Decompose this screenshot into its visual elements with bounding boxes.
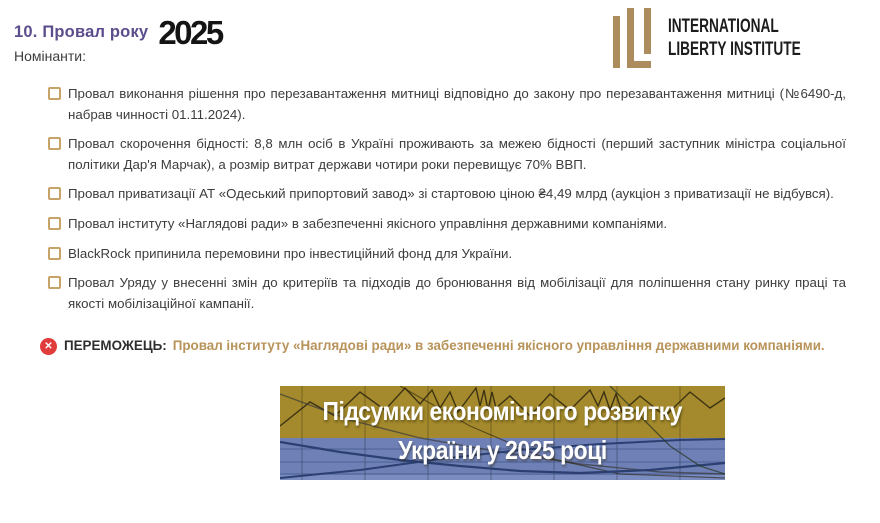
org-name-line1: INTERNATIONAL — [667, 16, 779, 37]
list-item — [48, 134, 846, 175]
x-circle-icon: ✕ — [40, 338, 57, 355]
page-title: 10. Провал року — [14, 23, 149, 41]
title-row — [14, 13, 222, 52]
list-item — [48, 244, 846, 265]
org-logo — [612, 8, 852, 68]
list-item — [48, 273, 846, 314]
nominee-list — [48, 84, 846, 323]
nominee-text: Провал приватизації АТ «Одеський припортовий завод» зі стартовою ціною ₴4,49 млрд (аукціон з приватизації не відбувся). — [68, 186, 834, 202]
ili-logo-icon — [612, 8, 658, 68]
year-badge: 2025 — [158, 13, 222, 52]
winner-label: ПЕРЕМОЖЕЦЬ: — [64, 338, 167, 353]
checkbox-icon[interactable] — [48, 276, 61, 289]
nominees-label: Номінанти: — [14, 48, 87, 64]
nominee-text: Провал Уряду у внесенні змін до критеріїв та підходів до бронювання від мобілізації для поліпшення стану ринку праці та якості мобілізаційної кампанії. — [68, 275, 846, 311]
winner-row — [40, 336, 846, 357]
list-item — [48, 84, 846, 125]
checkbox-icon[interactable] — [48, 217, 61, 230]
nominee-text: BlackRock припинила перемовини про інвестиційний фонд для України. — [68, 245, 513, 261]
banner-title-line2: України у 2025 році — [398, 435, 607, 465]
summary-banner — [280, 386, 725, 480]
winner-paragraph — [64, 336, 825, 357]
winner-text: Провал інституту «Наглядові ради» в забезпеченні якісного управління державними компаніями. — [172, 338, 825, 353]
nominee-text: Провал виконання рішення про перезавантаження митниці відповідно до закону про перезавантаження митниці (№6490-д, набрав чинності 01.11.2024). — [68, 86, 846, 122]
checkbox-icon[interactable] — [48, 137, 61, 150]
nominee-text: Провал інституту «Наглядові ради» в забезпеченні якісного управління державними компаніями. — [68, 216, 668, 232]
checkbox-icon[interactable] — [48, 87, 61, 100]
checkbox-icon[interactable] — [48, 187, 61, 200]
org-name-line2: LIBERTY INSTITUTE — [667, 39, 801, 61]
list-item — [48, 214, 846, 235]
nominee-text: Провал скорочення бідності: 8,8 млн осіб в Україні проживають за межею бідності (перший заступник міністра соціальної політики Дар'я Марчак), а розмір витрат держави чотири роки перевищує 70% ВВП. — [68, 136, 846, 172]
banner-title-line1: Підсумки економічного розвитку — [322, 396, 683, 426]
org-name — [668, 8, 801, 61]
checkbox-icon[interactable] — [48, 247, 61, 260]
list-item — [48, 184, 846, 205]
